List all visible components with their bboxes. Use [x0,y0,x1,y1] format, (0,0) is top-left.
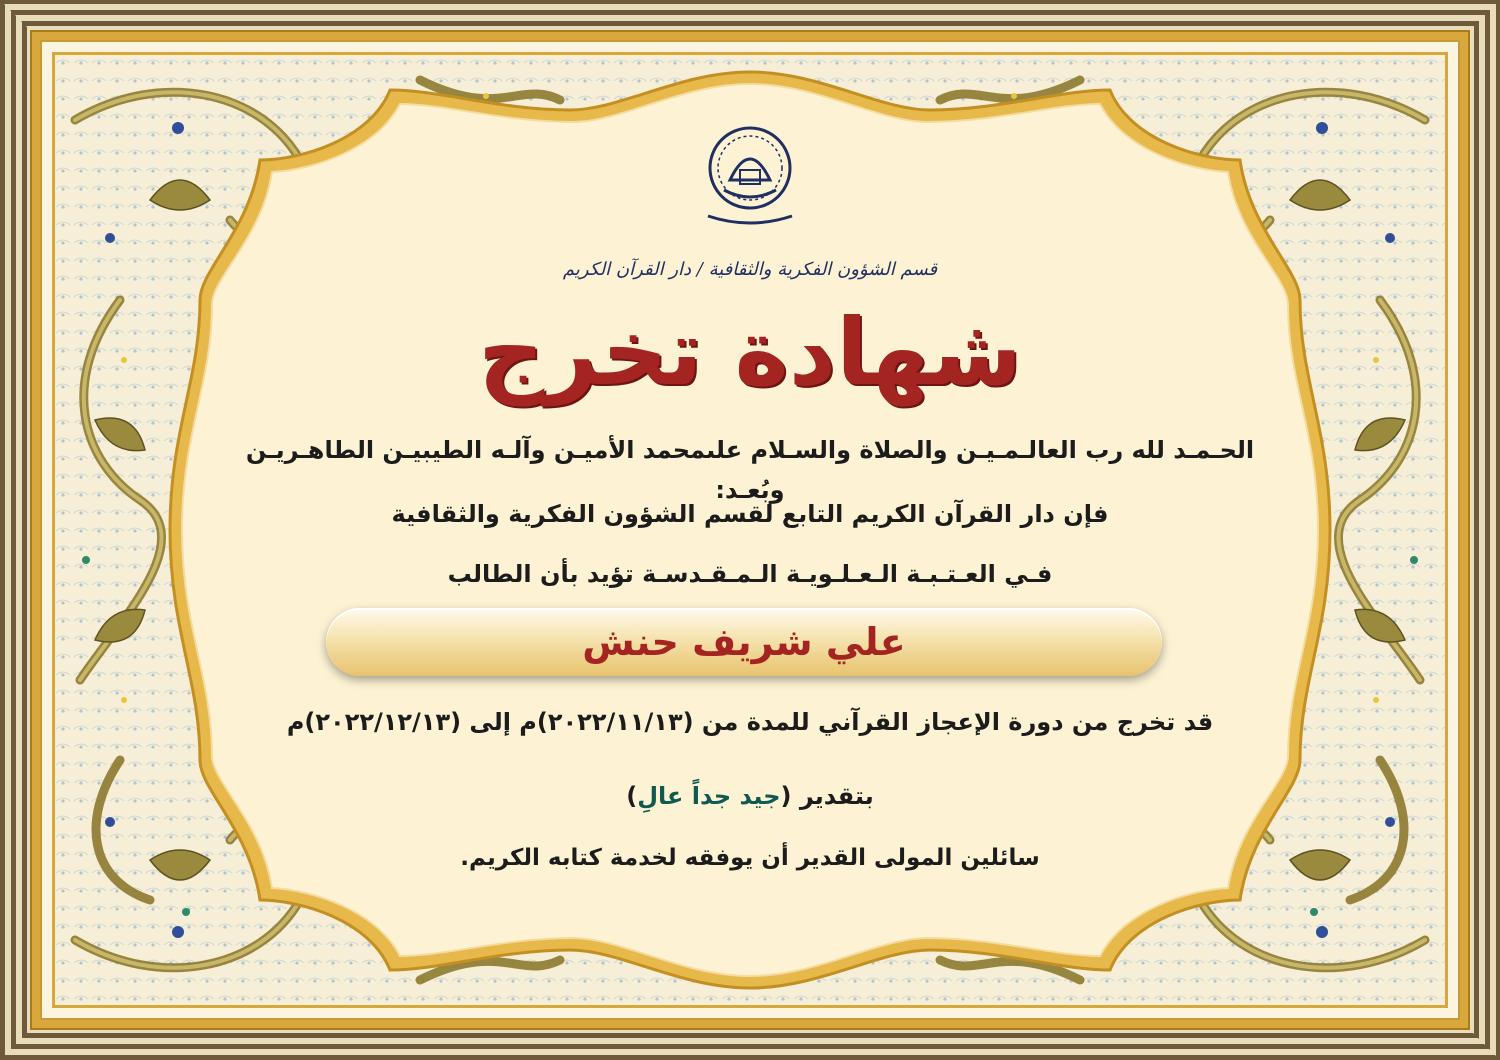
confirmation-line: فـي العـتـبـة الـعـلـويـة الـمـقـدسـة تؤيد بأن الطالب [447,560,1053,588]
department-line: قسم الشؤون الفكرية والثقافية / دار القرآن الكريم [562,259,938,280]
closing-prayer: سائلين المولى القدير أن يوفقه لخدمة كتابه الكريم. [460,845,1040,871]
grade-open-paren: ( [780,782,792,810]
grade-line [230,776,1270,816]
opening-praise: الحـمـد لله رب العالـمـيـن والصلاة والسـلام علىمحمد الأميـن وآلـه الطيبيـن الطاهـريـن وبُعـد: [245,436,1255,504]
grade-value: جيد جداً عالِ [637,782,781,810]
issuer-line: فإن دار القرآن الكريم التابع لقسم الشؤون الفكرية والثقافية [391,500,1109,528]
grade-close-paren: ) [626,782,638,810]
shrine-emblem-icon [684,118,816,230]
course-period-line: قد تخرج من دورة الإعجاز القرآني للمدة من (٢٠٢٢/١١/١٣)م إلى (٢٠٢٢/١٢/١٣)م [286,708,1214,736]
student-name: علي شريف حنش [582,620,906,664]
certificate-title: شهادة تخرج [478,299,1022,406]
grade-prefix: بتقدير [799,782,874,810]
